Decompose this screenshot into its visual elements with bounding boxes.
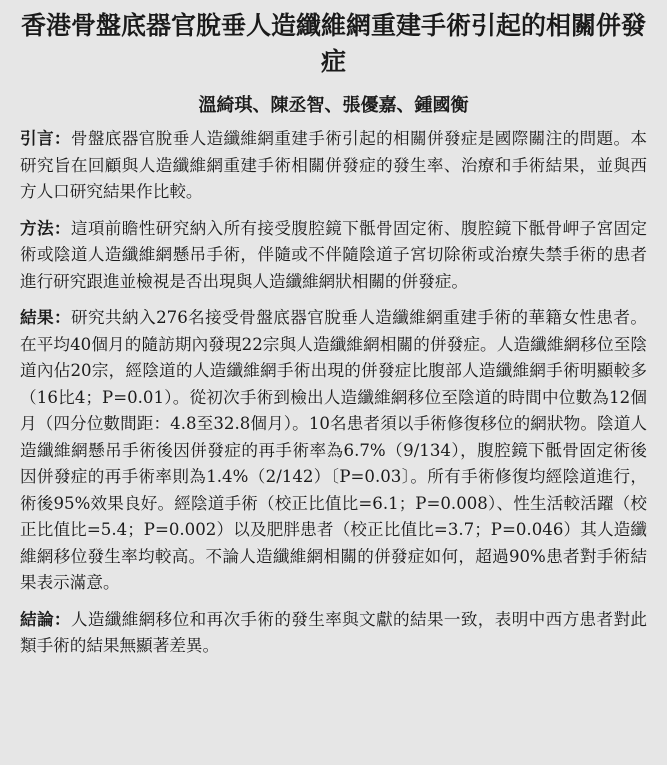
methods-text: 這項前瞻性研究納入所有接受腹腔鏡下骶骨固定術、腹腔鏡下骶骨岬子宮固定術或陰道人造纖維網懸吊手術，伴隨或不伴隨陰道子宮切除術或治療失禁手術的患者進行研究跟進並檢視是否出現與人造纖維網狀相關的併發症。 (20, 218, 648, 291)
methods-label: 方法： (20, 218, 71, 238)
conclusion-text: 人造纖維網移位和再次手術的發生率與文獻的結果一致，表明中西方患者對此類手術的結果無顯著差異。 (20, 609, 648, 655)
conclusion-section (20, 607, 647, 660)
introduction-section (20, 126, 647, 206)
results-label: 結果： (20, 308, 72, 327)
introduction-text: 骨盤底器官脫垂人造纖維網重建手術引起的相關併發症是國際關注的問題。本研究旨在回顧與人造纖維網重建手術相關併發症的發生率、治療和手術結果，並與西方人口研究結果作比較。 (20, 129, 648, 201)
results-text: 研究共納入276名接受骨盤底器官脫垂人造纖維網重建手術的華籍女性患者。在平均40個月的隨訪期內發現22宗與人造纖維網相關的併發症。人造纖維網移位至陰道內佔20宗，經陰道的人造纖維網手術出現的併發症比腹部人造纖維網手術明顯較多（16比4；P=0.01）。從初次手術到檢出人造纖維網移位至陰道的時間中位數為12個月（四分位數間距：4.8至32.8個月）。10名患者須以手術修復移位的網狀物。陰道人造纖維網懸吊手術後因併發症的再手術率為6.7%（9/134），腹腔鏡下骶骨固定術後因併發症的再手術率則為1.4%（2/142）〔P=0.03〕。所有手術修復均經陰道進行，術後95%效果良好。經陰道手術（校正比值比=6.1；P=0.008）、性生活較活躍（校正比值比=5.4；P=0.002）以及肥胖患者（校正比值比=3.7；P=0.046）其人造纖維網移位發生率均較高。不論人造纖維網相關的併發症如何，超過90%患者對手術結果表示滿意。 (20, 308, 648, 592)
introduction-label: 引言： (20, 129, 71, 148)
conclusion-label: 結論： (20, 609, 71, 629)
methods-section (20, 216, 647, 296)
article-title: 香港骨盤底器官脫垂人造纖維網重建手術引起的相關併發症 (20, 11, 646, 76)
author-list: 溫綺琪、陳丞智、張優嘉、鍾國衡 (198, 95, 469, 116)
results-section (20, 305, 647, 597)
